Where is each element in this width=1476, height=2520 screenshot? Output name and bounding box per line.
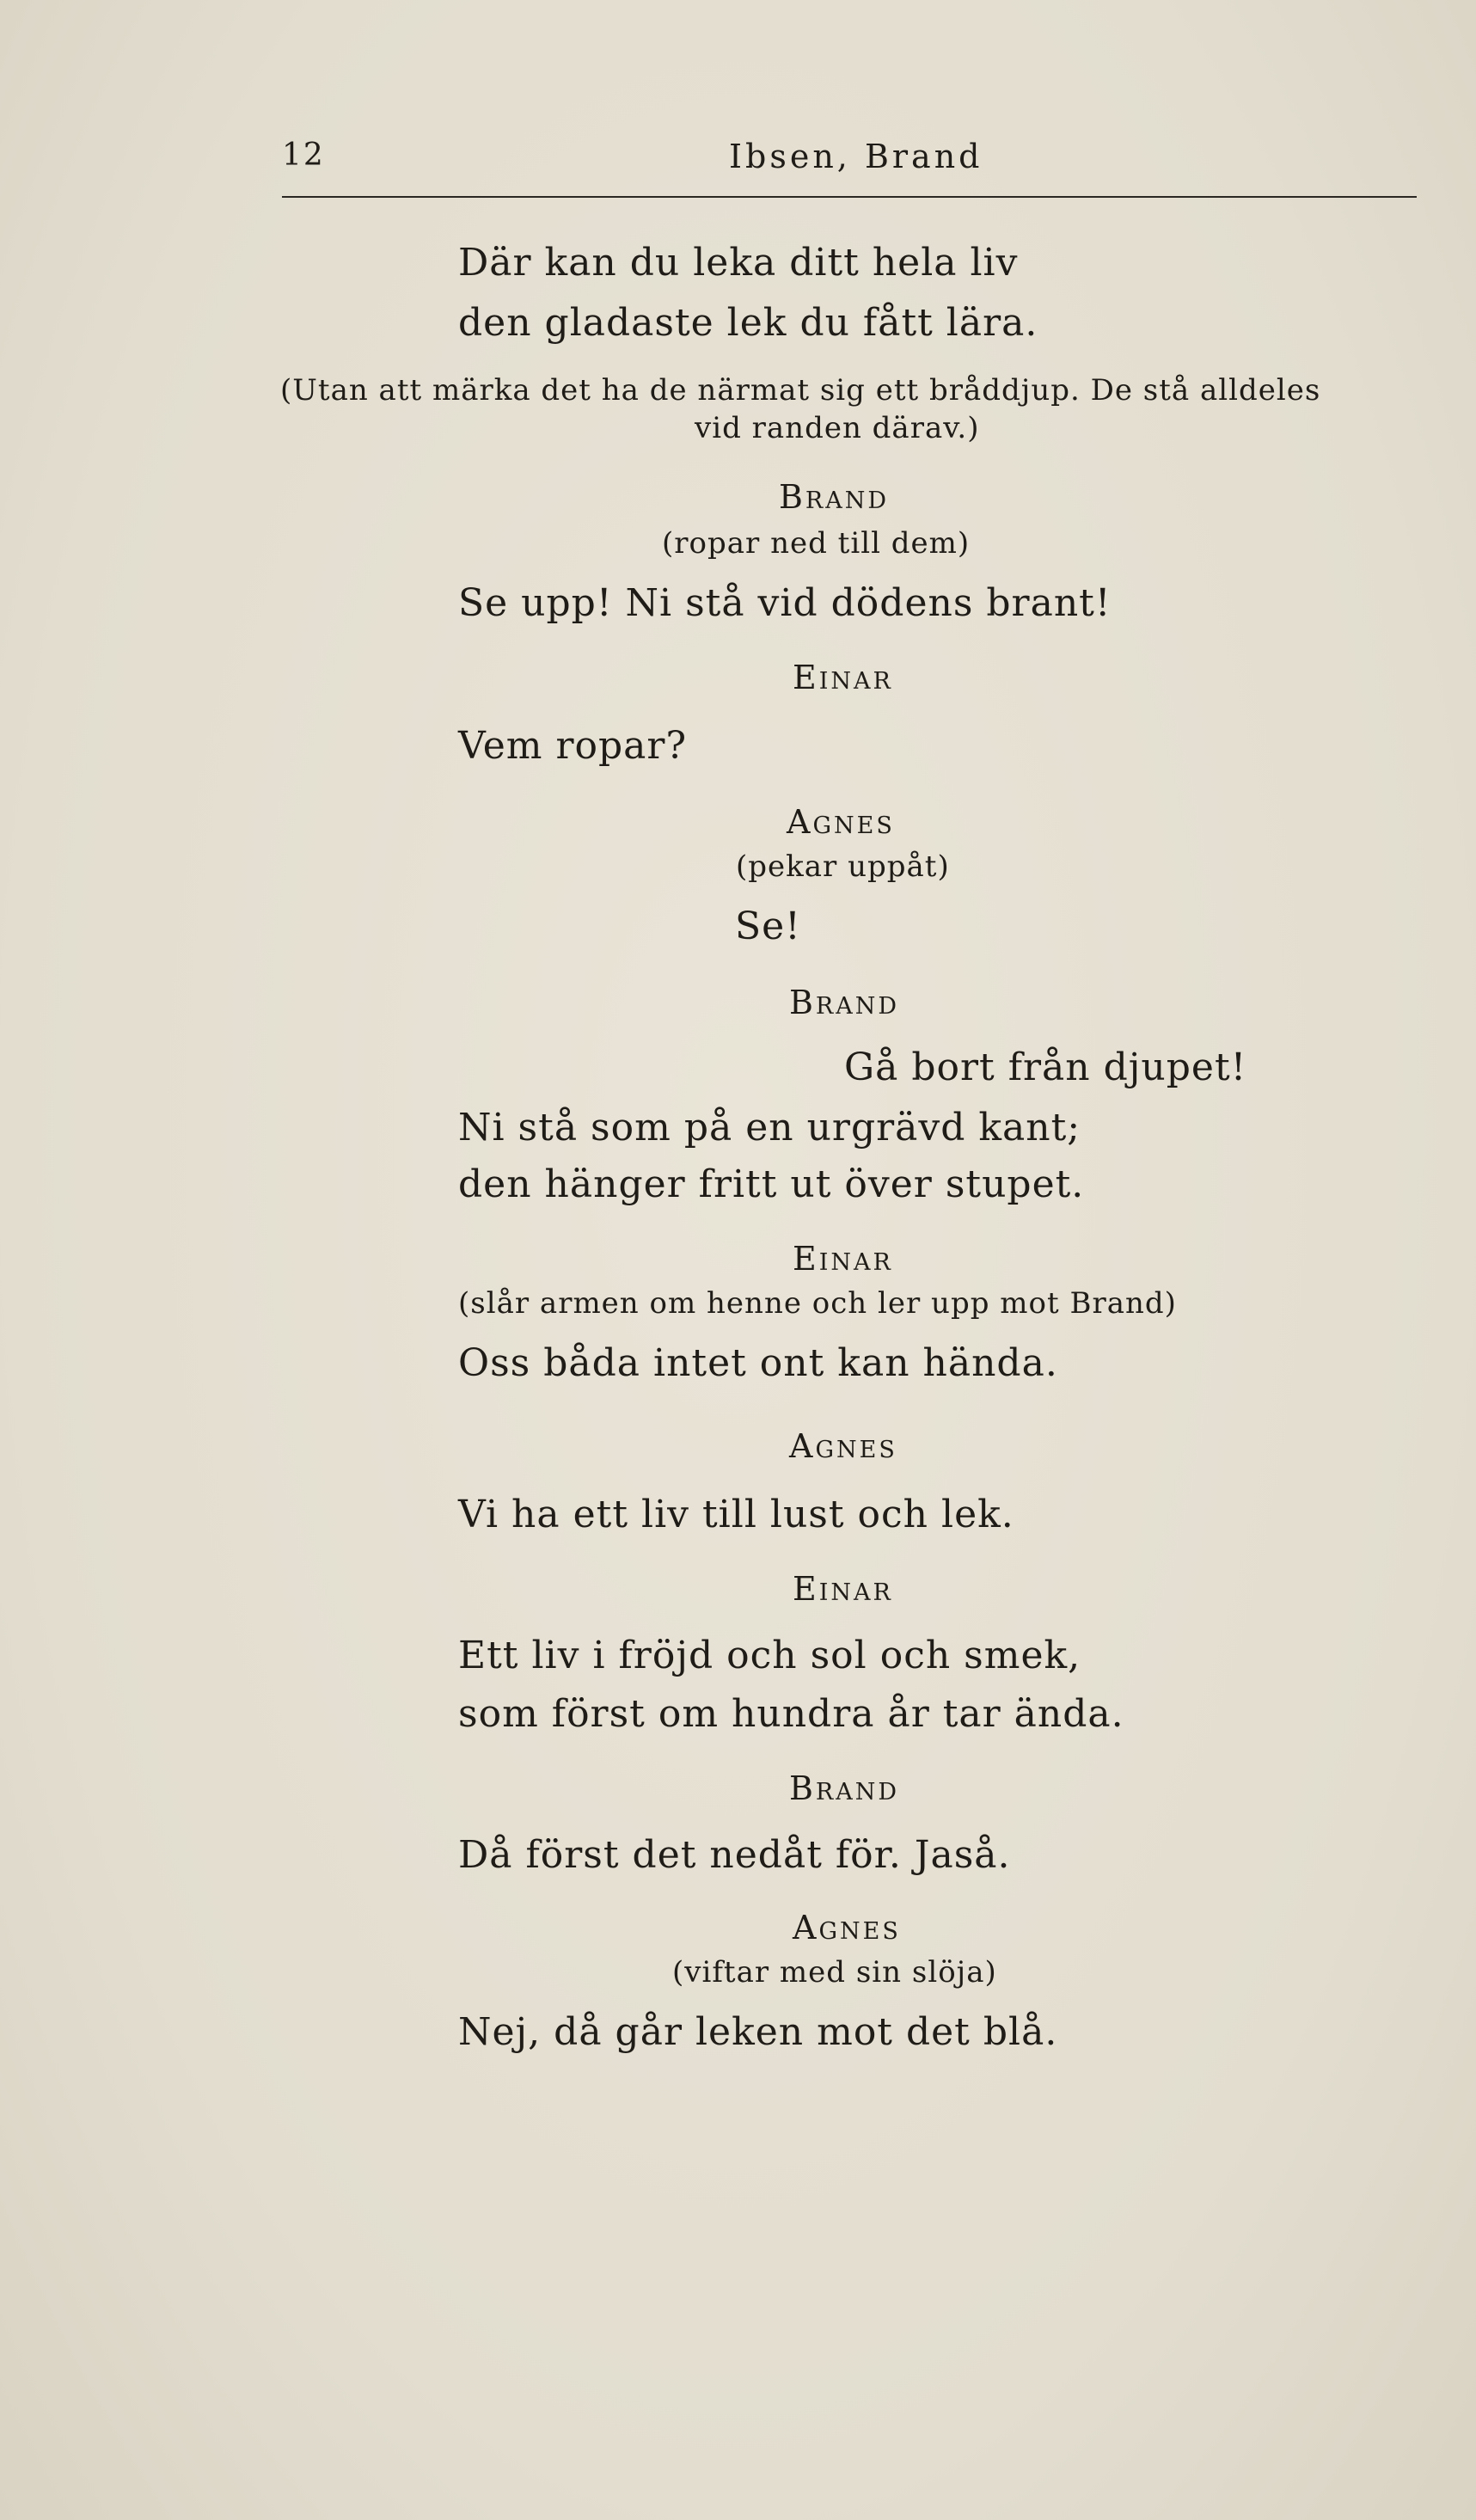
- verse-line: den gladaste lek du fått lära.: [458, 301, 1038, 345]
- verse-line: Ni stå som på en urgrävd kant;: [458, 1106, 1081, 1150]
- speaker-name: Brand: [789, 1769, 900, 1807]
- verse-line: Nej, då går leken mot det blå.: [458, 2010, 1058, 2054]
- stage-direction: (Utan att märka det ha de närmat sig ett bråddjup. De stå alldeles: [280, 373, 1321, 408]
- verse-line: Vem ropar?: [458, 724, 688, 768]
- speaker-name: Agnes: [793, 1909, 901, 1947]
- speaker-direction: (ropar ned till dem): [662, 526, 971, 561]
- speaker-name: Agnes: [789, 1427, 897, 1465]
- speaker-name: Einar: [793, 659, 893, 696]
- verse-line: Se upp! Ni stå vid dödens brant!: [458, 581, 1112, 625]
- verse-line: Ett liv i fröjd och sol och smek,: [458, 1634, 1081, 1677]
- verse-line: den hänger fritt ut över stupet.: [458, 1162, 1085, 1206]
- verse-line: Då först det nedåt för. Jaså.: [458, 1833, 1011, 1877]
- verse-line: som först om hundra år tar ända.: [458, 1692, 1124, 1736]
- verse-line: Där kan du leka ditt hela liv: [458, 241, 1019, 285]
- verse-line: Oss båda intet ont kan hända.: [458, 1341, 1058, 1385]
- speaker-name: Brand: [779, 478, 890, 516]
- verse-line: Gå bort från djupet!: [844, 1045, 1247, 1089]
- header-rule: [282, 196, 1417, 198]
- speaker-name: Agnes: [787, 803, 895, 841]
- speaker-name: Einar: [793, 1240, 893, 1278]
- verse-line: Vi ha ett liv till lust och lek.: [458, 1493, 1014, 1536]
- verse-line: Se!: [735, 904, 801, 948]
- speaker-direction: (pekar uppåt): [736, 849, 950, 884]
- speaker-name: Brand: [789, 984, 900, 1021]
- speaker-direction: (viftar med sin slöja): [672, 1955, 997, 1990]
- speaker-direction: (slår armen om henne och ler upp mot Brand): [458, 1286, 1177, 1321]
- running-title: Ibsen, Brand: [729, 138, 983, 175]
- stage-direction: vid randen därav.): [695, 411, 980, 445]
- speaker-name: Einar: [793, 1570, 893, 1608]
- page-header: [282, 138, 1417, 181]
- page-number: 12: [282, 138, 325, 173]
